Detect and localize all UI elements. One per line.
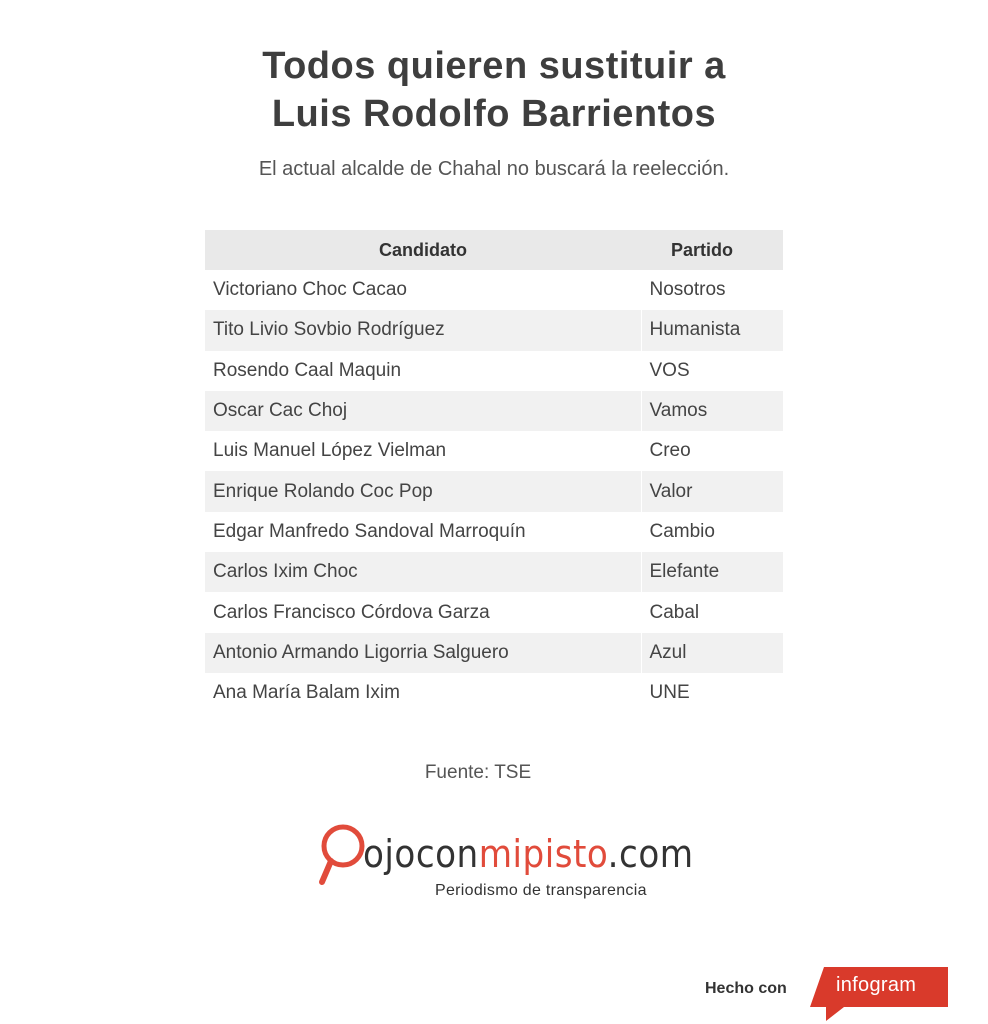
- table-header-row: [205, 230, 783, 270]
- table-row: [205, 310, 783, 350]
- table-body: [205, 270, 783, 713]
- table-row: [205, 512, 783, 552]
- candidate-name: Ana María Balam Ixim: [213, 682, 400, 704]
- table-row: [205, 391, 783, 431]
- party-name: Valor: [641, 471, 783, 511]
- candidate-name: Carlos Francisco Córdova Garza: [213, 601, 490, 623]
- party-name: Humanista: [641, 310, 783, 350]
- magnifier-pin-icon: [315, 822, 367, 888]
- table-row: [205, 471, 783, 511]
- party-name: Cambio: [641, 512, 783, 552]
- candidate-name: Rosendo Caal Maquin: [213, 359, 402, 381]
- party-name: Vamos: [641, 391, 783, 431]
- infogram-badge[interactable]: [810, 967, 948, 1021]
- party-name: Azul: [641, 633, 783, 673]
- table-row: [205, 673, 783, 713]
- wordmark-part-3: .com: [607, 832, 694, 876]
- title-line-2: Luis Rodolfo Barrientos: [271, 93, 717, 135]
- candidate-name: Luis Manuel López Vielman: [213, 440, 447, 462]
- candidate-name: Antonio Armando Ligorria Salguero: [205, 633, 641, 673]
- wordmark-part-1: ojocon: [363, 832, 479, 876]
- table-row: [205, 633, 783, 673]
- party-name: Nosotros: [641, 270, 783, 310]
- party-name: VOS: [641, 351, 783, 391]
- party-name: Creo: [641, 431, 783, 471]
- table-row: [205, 270, 783, 310]
- wordmark-part-2: mipisto: [478, 832, 608, 876]
- title-line-1: Todos quieren sustituir a: [262, 45, 726, 87]
- candidate-name: Carlos Ixim Choc: [205, 552, 641, 592]
- candidate-name: Edgar Manfredo Sandoval Marroquín: [213, 520, 526, 542]
- table-row: [205, 351, 783, 391]
- made-with-label: Hecho con: [705, 980, 787, 997]
- page-title: [0, 42, 988, 138]
- table-row: [205, 552, 783, 592]
- candidates-table: [205, 230, 783, 713]
- source-note: Fuente: TSE: [424, 762, 532, 783]
- party-name: Cabal: [641, 592, 783, 632]
- table-row: [205, 592, 783, 632]
- infogram-label: infogram: [836, 974, 917, 996]
- candidate-name: Victoriano Choc Cacao: [213, 279, 407, 301]
- party-name: Elefante: [641, 552, 783, 592]
- ojoconmipisto-logo[interactable]: [315, 822, 695, 912]
- candidate-name: Tito Livio Sovbio Rodríguez: [205, 310, 641, 350]
- table-row: [205, 431, 783, 471]
- column-header-partido: Partido: [641, 230, 783, 270]
- logo-tagline: Periodismo de transparencia: [435, 882, 647, 899]
- candidate-name: Oscar Cac Choj: [205, 391, 641, 431]
- page-subtitle: El actual alcalde de Chahal no buscará la reelección.: [258, 158, 730, 180]
- column-header-candidato: Candidato: [205, 230, 641, 270]
- logo-wordmark: [363, 832, 694, 876]
- party-name: UNE: [641, 673, 783, 713]
- candidate-name: Enrique Rolando Coc Pop: [205, 471, 641, 511]
